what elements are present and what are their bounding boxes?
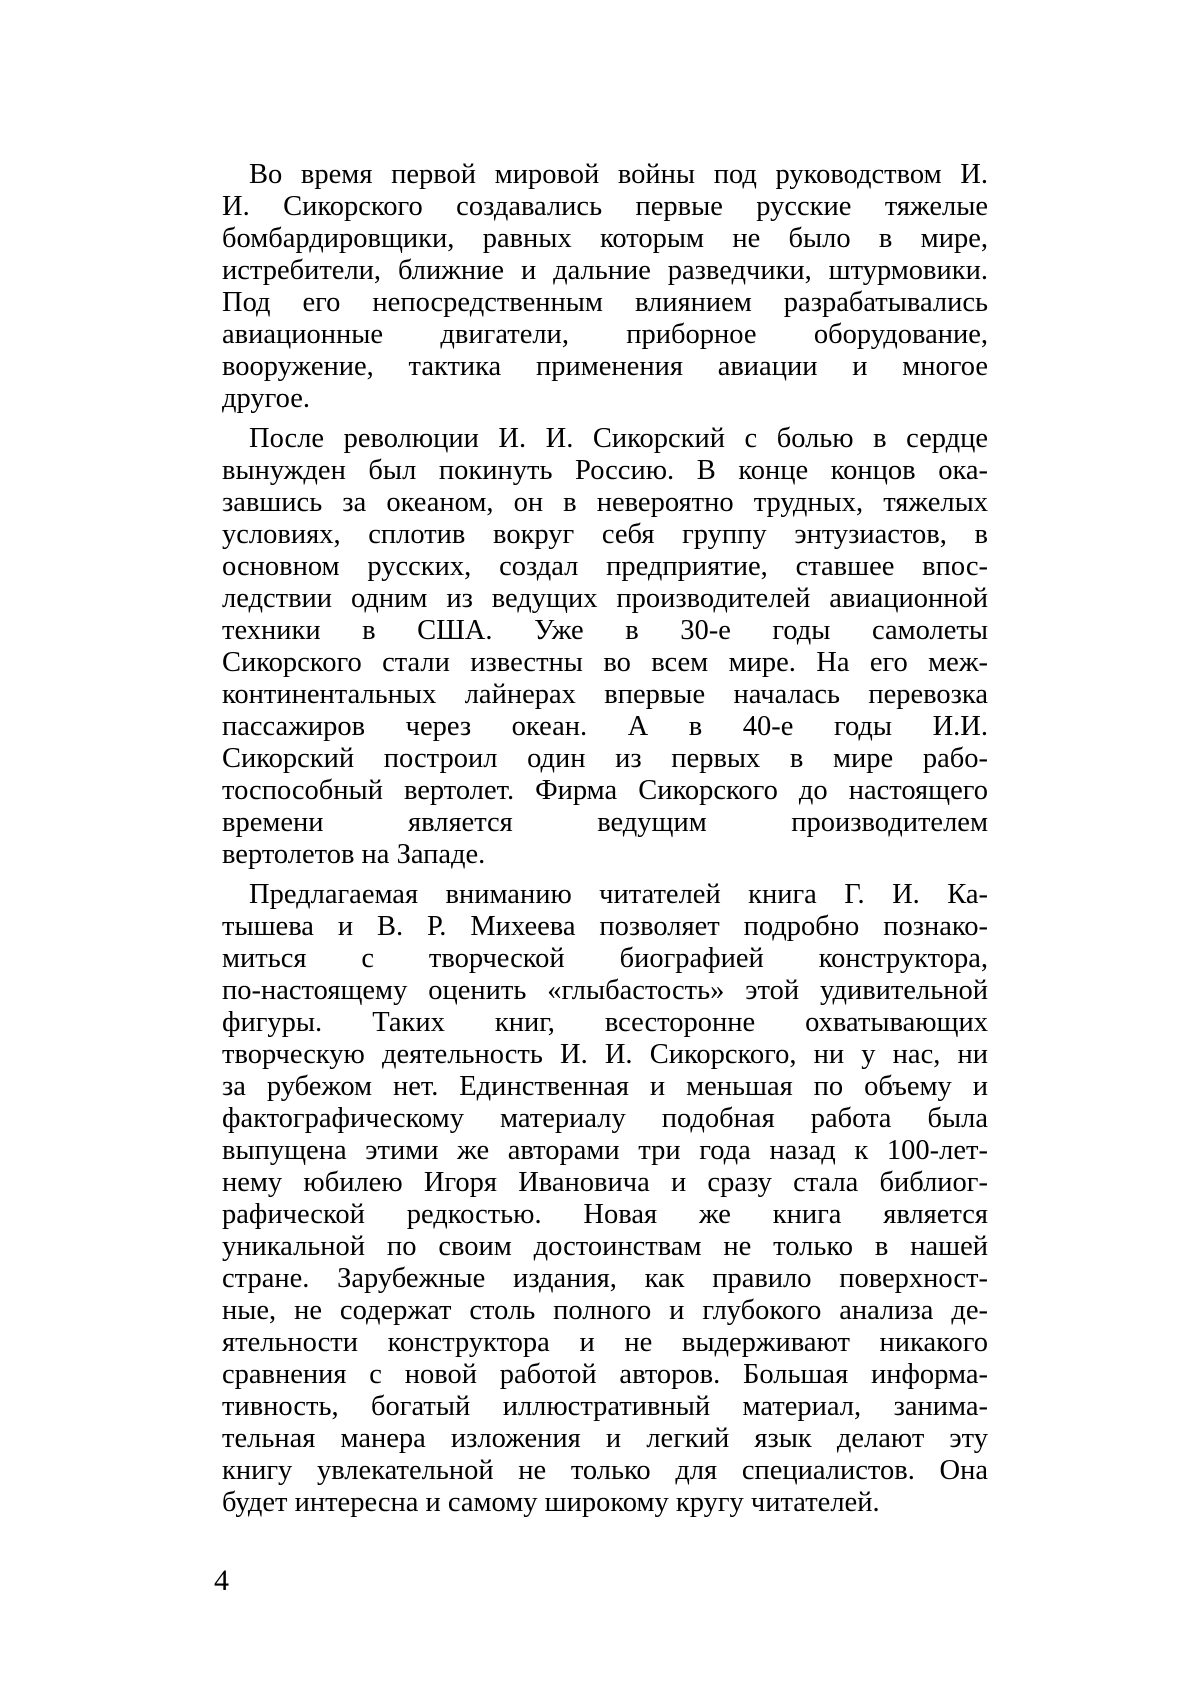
text-line: Сикорского стали известны во всем мире. На его меж- xyxy=(222,647,988,678)
text-line: тоспособный вертолет. Фирма Сикорского до настоящего xyxy=(222,775,988,806)
text-line: вооружение, тактика применения авиации и многое xyxy=(222,351,988,382)
text-line: Предлагаемая вниманию читателей книга Г. И. Ка- xyxy=(249,879,988,910)
text-line: нему юбилею Игоря Ивановича и сразу стала библиог- xyxy=(222,1167,988,1198)
text-line: книгу увлекательной не только для специалистов. Она xyxy=(222,1455,988,1486)
text-line: бомбардировщики, равных которым не было в мире, xyxy=(222,223,988,254)
text-line: другое. xyxy=(222,383,310,414)
text-line: тельная манера изложения и легкий язык делают эту xyxy=(222,1423,988,1454)
text-line: миться с творческой биографией конструктора, xyxy=(222,943,988,974)
text-line: Сикорский построил один из первых в мире рабо- xyxy=(222,743,988,774)
text-line: вынужден был покинуть Россию. В конце концов ока- xyxy=(222,455,988,486)
text-line: будет интересна и самому широкому кругу читателей. xyxy=(222,1487,880,1518)
text-line: Под его непосредственным влиянием разрабатывались xyxy=(222,287,988,318)
text-line: ятельности конструктора и не выдерживают никакого xyxy=(222,1327,988,1358)
paragraph xyxy=(222,423,988,871)
text-line: вертолетов на Западе. xyxy=(222,839,486,870)
text-line: Во время первой мировой войны под руководством И. xyxy=(249,159,988,190)
body-text xyxy=(222,159,988,1527)
text-line: за рубежом нет. Единственная и меньшая по объему и xyxy=(222,1071,988,1102)
text-line: по-настоящему оценить «глыбастость» этой удивительной xyxy=(222,975,988,1006)
text-line: пассажиров через океан. А в 40-е годы И.И. xyxy=(222,711,988,742)
text-line: уникальной по своим достоинствам не только в нашей xyxy=(222,1231,988,1262)
text-line: выпущена этими же авторами три года назад к 100-лет- xyxy=(222,1135,988,1166)
paragraph xyxy=(222,879,988,1519)
text-line: сравнения с новой работой авторов. Большая информа- xyxy=(222,1359,988,1390)
text-line: времени является ведущим производителем xyxy=(222,807,988,838)
text-line: фигуры. Таких книг, всесторонне охватывающих xyxy=(222,1007,988,1038)
text-line: основном русских, создал предприятие, ставшее впос- xyxy=(222,551,988,582)
text-line: фактографическому материалу подобная работа была xyxy=(222,1103,988,1134)
text-line: завшись за океаном, он в невероятно трудных, тяжелых xyxy=(222,487,988,518)
text-line: стране. Зарубежные издания, как правило поверхност- xyxy=(222,1263,988,1294)
text-line: И. Сикорского создавались первые русские тяжелые xyxy=(222,191,988,222)
text-line: рафической редкостью. Новая же книга является xyxy=(222,1199,988,1230)
text-line: ные, не содержат столь полного и глубокого анализа де- xyxy=(222,1295,988,1326)
text-line: творческую деятельность И. И. Сикорского, ни у нас, ни xyxy=(222,1039,988,1070)
text-line: авиационные двигатели, приборное оборудование, xyxy=(222,319,988,350)
text-line: истребители, ближние и дальние разведчики, штурмовики. xyxy=(222,255,988,286)
text-line: После революции И. И. Сикорский с болью в сердце xyxy=(249,423,988,454)
paragraph xyxy=(222,159,988,415)
text-line: условиях, сплотив вокруг себя группу энтузиастов, в xyxy=(222,519,988,550)
text-line: тивность, богатый иллюстративный материал, занима- xyxy=(222,1391,988,1422)
text-line: ледствии одним из ведущих производителей авиационной xyxy=(222,583,988,614)
text-line: континентальных лайнерах впервые началась перевозка xyxy=(222,679,988,710)
text-line: тышева и В. Р. Михеева позволяет подробно познако- xyxy=(222,911,988,942)
text-line: техники в США. Уже в 30-е годы самолеты xyxy=(222,615,988,646)
page-number: 4 xyxy=(214,1564,229,1597)
